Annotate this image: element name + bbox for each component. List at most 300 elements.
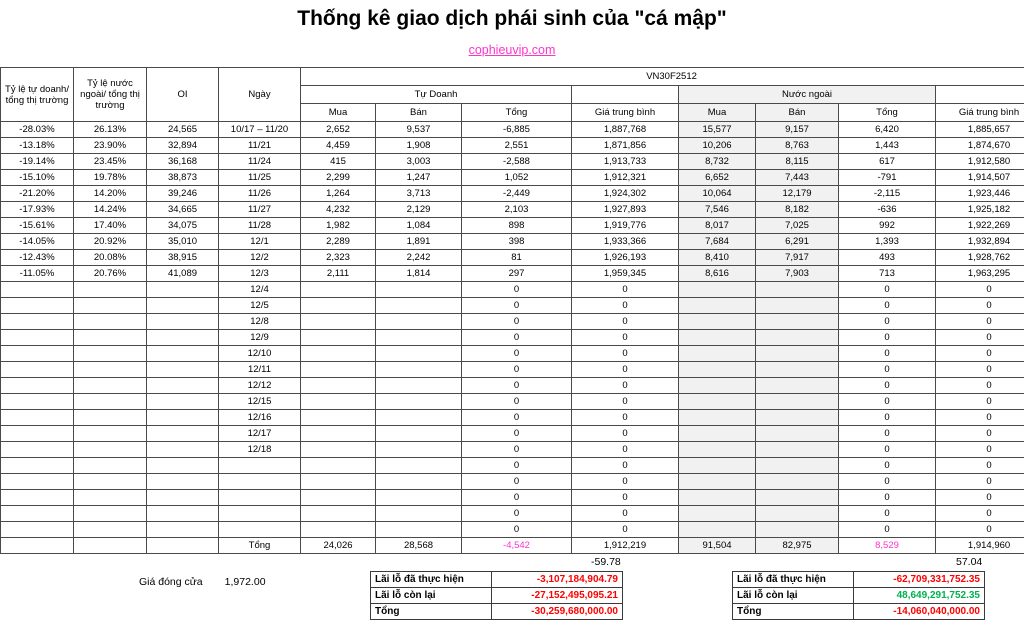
total-td-avg: 1,912,219 <box>572 538 679 554</box>
cell-td-tong: 2,551 <box>462 138 572 154</box>
cell-nn-ban <box>756 394 839 410</box>
table-row <box>1 330 1024 346</box>
cell-ratio-self <box>1 378 74 394</box>
cell-nn-mua: 7,684 <box>679 234 756 250</box>
cell-nn-ban <box>756 426 839 442</box>
cell-nn-tong: 0 <box>839 362 936 378</box>
cell-td-ban: 2,242 <box>376 250 462 266</box>
cell-td-avg: 0 <box>572 442 679 458</box>
cell-oi <box>147 426 219 442</box>
cell-nn-avg: 0 <box>936 410 1024 426</box>
cell-td-tong: -6,885 <box>462 122 572 138</box>
cell-nn-tong: 0 <box>839 330 936 346</box>
cell-td-tong: 0 <box>462 394 572 410</box>
cell-oi: 34,665 <box>147 202 219 218</box>
total-row <box>1 538 1024 554</box>
cell-nn-mua: 7,546 <box>679 202 756 218</box>
cell-nn-avg: 0 <box>936 426 1024 442</box>
cell-td-mua <box>301 458 376 474</box>
table-row <box>1 218 1024 234</box>
page-title: Thống kê giao dịch phái sinh của "cá mập" <box>0 0 1024 32</box>
cell-td-tong: 0 <box>462 330 572 346</box>
cell-ratio-foreign <box>74 298 147 314</box>
cell-td-ban: 1,247 <box>376 170 462 186</box>
cell-oi: 34,075 <box>147 218 219 234</box>
cell-td-ban <box>376 426 462 442</box>
table-row <box>1 490 1024 506</box>
cell-nn-tong: 0 <box>839 506 936 522</box>
cell-td-tong: 0 <box>462 474 572 490</box>
cell-ratio-self: -28.03% <box>1 122 74 138</box>
cell-td-ban <box>376 362 462 378</box>
cell-nn-mua: 8,616 <box>679 266 756 282</box>
summary-self-realized-row <box>371 572 623 588</box>
summary-foreign-realized-value: -62,709,331,752.35 <box>854 572 985 588</box>
cell-date: 11/26 <box>219 186 301 202</box>
summary-foreign-remaining-label: Lãi lỗ còn lại <box>733 588 854 604</box>
cell-td-mua <box>301 314 376 330</box>
cell-td-avg: 0 <box>572 458 679 474</box>
cell-td-avg: 0 <box>572 394 679 410</box>
cell-nn-ban <box>756 346 839 362</box>
footer-area <box>6 554 1018 626</box>
cell-td-avg: 1,933,366 <box>572 234 679 250</box>
cell-ratio-foreign <box>74 426 147 442</box>
cell-nn-avg: 1,925,182 <box>936 202 1024 218</box>
cell-date: 12/4 <box>219 282 301 298</box>
cell-td-avg: 0 <box>572 330 679 346</box>
cell-nn-mua: 15,577 <box>679 122 756 138</box>
cell-nn-ban <box>756 458 839 474</box>
cell-nn-mua <box>679 378 756 394</box>
cell-td-avg: 1,912,321 <box>572 170 679 186</box>
cell-oi <box>147 522 219 538</box>
cell-ratio-self <box>1 426 74 442</box>
cell-oi <box>147 346 219 362</box>
summary-foreign-realized-row <box>733 572 985 588</box>
cell-date: 12/11 <box>219 362 301 378</box>
note-foreign-pnl-points: 57.04 <box>956 556 982 568</box>
cell-ratio-self <box>1 330 74 346</box>
cell-td-ban: 3,713 <box>376 186 462 202</box>
cell-td-mua <box>301 426 376 442</box>
cell-nn-tong: 992 <box>839 218 936 234</box>
cell-nn-mua <box>679 282 756 298</box>
table-row <box>1 266 1024 282</box>
cell-nn-tong: -636 <box>839 202 936 218</box>
cell-ratio-foreign <box>74 490 147 506</box>
cell-date: 12/18 <box>219 442 301 458</box>
cell-td-avg: 0 <box>572 522 679 538</box>
table-row <box>1 298 1024 314</box>
cell-ratio-self: -12.43% <box>1 250 74 266</box>
cell-nn-avg: 1,885,657 <box>936 122 1024 138</box>
cell-td-mua <box>301 346 376 362</box>
cell-td-ban: 9,537 <box>376 122 462 138</box>
cell-td-mua: 415 <box>301 154 376 170</box>
cell-date: 10/17 – 11/20 <box>219 122 301 138</box>
cell-td-tong: 398 <box>462 234 572 250</box>
cell-nn-ban: 8,763 <box>756 138 839 154</box>
summary-foreign-total-label: Tổng <box>733 604 854 620</box>
cell-td-tong: 2,103 <box>462 202 572 218</box>
cell-nn-tong: 0 <box>839 490 936 506</box>
cell-date: 12/10 <box>219 346 301 362</box>
summary-table-foreign <box>732 571 985 620</box>
cell-td-ban: 3,003 <box>376 154 462 170</box>
cell-td-ban: 1,908 <box>376 138 462 154</box>
cell-date: 12/1 <box>219 234 301 250</box>
cell-ratio-self <box>1 298 74 314</box>
cell-nn-mua: 8,732 <box>679 154 756 170</box>
header-nn-tong: Tổng <box>839 104 936 122</box>
cell-nn-avg: 0 <box>936 458 1024 474</box>
cell-nn-avg: 0 <box>936 394 1024 410</box>
table-header <box>1 68 1024 122</box>
table-body <box>1 122 1024 538</box>
cell-td-tong: 0 <box>462 346 572 362</box>
cell-ratio-self <box>1 458 74 474</box>
cell-ratio-foreign <box>74 394 147 410</box>
cell-ratio-foreign: 20.92% <box>74 234 147 250</box>
cell-nn-avg: 1,928,762 <box>936 250 1024 266</box>
cell-nn-tong: 0 <box>839 282 936 298</box>
header-contract-name: VN30F2512 <box>301 68 1024 86</box>
cell-nn-ban <box>756 442 839 458</box>
cell-nn-tong: 0 <box>839 442 936 458</box>
table-row <box>1 314 1024 330</box>
total-blank-2 <box>74 538 147 554</box>
cell-nn-ban <box>756 330 839 346</box>
cell-ratio-foreign <box>74 442 147 458</box>
cell-nn-ban <box>756 506 839 522</box>
cell-oi <box>147 362 219 378</box>
header-group-tu-doanh: Tự Doanh <box>301 86 572 104</box>
table-row <box>1 282 1024 298</box>
total-nn-ban: 82,975 <box>756 538 839 554</box>
cell-td-avg: 0 <box>572 426 679 442</box>
cell-td-ban <box>376 522 462 538</box>
cell-td-tong: 0 <box>462 314 572 330</box>
cell-nn-mua: 10,206 <box>679 138 756 154</box>
cell-td-ban <box>376 490 462 506</box>
summary-self-remaining-value: -27,152,495,095.21 <box>492 588 623 604</box>
cell-td-mua <box>301 474 376 490</box>
cell-nn-ban: 6,291 <box>756 234 839 250</box>
cell-td-mua: 4,232 <box>301 202 376 218</box>
cell-td-mua: 1,264 <box>301 186 376 202</box>
cell-td-avg: 1,887,768 <box>572 122 679 138</box>
cell-ratio-foreign <box>74 378 147 394</box>
cell-ratio-self: -11.05% <box>1 266 74 282</box>
cell-td-tong: 1,052 <box>462 170 572 186</box>
cell-nn-ban <box>756 314 839 330</box>
cell-td-ban <box>376 410 462 426</box>
total-td-ban: 28,568 <box>376 538 462 554</box>
cell-nn-mua <box>679 490 756 506</box>
cell-nn-mua <box>679 426 756 442</box>
cell-oi: 36,168 <box>147 154 219 170</box>
cell-ratio-foreign: 19.78% <box>74 170 147 186</box>
cell-nn-ban: 8,182 <box>756 202 839 218</box>
summary-self-total-row <box>371 604 623 620</box>
cell-nn-ban: 7,443 <box>756 170 839 186</box>
summary-self-remaining-label: Lãi lỗ còn lại <box>371 588 492 604</box>
cell-nn-mua <box>679 362 756 378</box>
cell-ratio-self <box>1 522 74 538</box>
cell-ratio-self <box>1 362 74 378</box>
cell-td-ban: 1,814 <box>376 266 462 282</box>
cell-date: 11/24 <box>219 154 301 170</box>
cell-td-avg: 0 <box>572 282 679 298</box>
total-td-tong: -4,542 <box>462 538 572 554</box>
cell-td-mua <box>301 330 376 346</box>
table-row <box>1 170 1024 186</box>
cell-ratio-self <box>1 442 74 458</box>
cell-nn-tong: 617 <box>839 154 936 170</box>
header-spacer-td-avg <box>572 86 679 104</box>
cell-oi <box>147 490 219 506</box>
cell-nn-avg: 0 <box>936 442 1024 458</box>
table-row <box>1 154 1024 170</box>
cell-nn-tong: 0 <box>839 410 936 426</box>
cell-td-mua: 2,652 <box>301 122 376 138</box>
cell-oi <box>147 378 219 394</box>
cell-ratio-foreign <box>74 458 147 474</box>
cell-td-mua: 4,459 <box>301 138 376 154</box>
cell-ratio-foreign: 23.90% <box>74 138 147 154</box>
cell-date <box>219 490 301 506</box>
cell-date: 11/28 <box>219 218 301 234</box>
cell-nn-tong: -791 <box>839 170 936 186</box>
cell-ratio-foreign <box>74 314 147 330</box>
cell-nn-ban: 8,115 <box>756 154 839 170</box>
cell-ratio-self: -21.20% <box>1 186 74 202</box>
total-blank-3 <box>147 538 219 554</box>
cell-td-tong: 297 <box>462 266 572 282</box>
cell-ratio-self: -14.05% <box>1 234 74 250</box>
cell-td-ban <box>376 314 462 330</box>
cell-nn-avg: 0 <box>936 314 1024 330</box>
cell-date: 12/5 <box>219 298 301 314</box>
cell-ratio-self: -19.14% <box>1 154 74 170</box>
cell-ratio-foreign: 20.76% <box>74 266 147 282</box>
cell-td-avg: 0 <box>572 506 679 522</box>
cell-nn-mua <box>679 346 756 362</box>
table-row <box>1 426 1024 442</box>
cell-td-avg: 0 <box>572 362 679 378</box>
cell-td-mua: 2,289 <box>301 234 376 250</box>
cell-nn-mua <box>679 458 756 474</box>
cell-oi: 39,246 <box>147 186 219 202</box>
header-nn-ban: Bán <box>756 104 839 122</box>
header-ratio-foreign: Tỷ lệ nước ngoài/ tổng thị trường <box>74 68 147 122</box>
cell-ratio-foreign <box>74 346 147 362</box>
cell-nn-ban <box>756 490 839 506</box>
cell-ratio-self <box>1 314 74 330</box>
cell-date: 11/27 <box>219 202 301 218</box>
cell-ratio-self: -13.18% <box>1 138 74 154</box>
cell-nn-tong: -2,115 <box>839 186 936 202</box>
cell-nn-tong: 0 <box>839 346 936 362</box>
site-link-container <box>0 32 1024 67</box>
cell-oi <box>147 506 219 522</box>
cell-ratio-self <box>1 410 74 426</box>
cell-date: 11/21 <box>219 138 301 154</box>
cell-td-avg: 1,926,193 <box>572 250 679 266</box>
cell-nn-mua: 8,410 <box>679 250 756 266</box>
cell-ratio-foreign <box>74 506 147 522</box>
cell-td-tong: 0 <box>462 442 572 458</box>
table-row <box>1 346 1024 362</box>
cell-oi <box>147 458 219 474</box>
cell-ratio-self <box>1 474 74 490</box>
cell-ratio-self: -15.61% <box>1 218 74 234</box>
header-group-nuoc-ngoai: Nước ngoài <box>679 86 936 104</box>
cell-nn-ban: 7,917 <box>756 250 839 266</box>
cell-nn-avg: 1,963,295 <box>936 266 1024 282</box>
cell-nn-mua <box>679 474 756 490</box>
total-label: Tổng <box>219 538 301 554</box>
cell-nn-mua <box>679 506 756 522</box>
cell-td-avg: 1,927,893 <box>572 202 679 218</box>
table-row <box>1 522 1024 538</box>
summary-foreign-realized-label: Lãi lỗ đã thực hiện <box>733 572 854 588</box>
cell-ratio-self <box>1 282 74 298</box>
cell-nn-tong: 0 <box>839 458 936 474</box>
cell-ratio-foreign <box>74 410 147 426</box>
cell-td-ban <box>376 378 462 394</box>
cell-nn-tong: 0 <box>839 378 936 394</box>
cell-nn-avg: 0 <box>936 506 1024 522</box>
cell-td-avg: 0 <box>572 314 679 330</box>
cell-td-tong: -2,449 <box>462 186 572 202</box>
cell-td-ban <box>376 346 462 362</box>
cell-ratio-foreign: 14.20% <box>74 186 147 202</box>
cell-td-mua <box>301 506 376 522</box>
cell-td-ban <box>376 298 462 314</box>
cell-nn-mua <box>679 314 756 330</box>
cell-td-tong: 0 <box>462 522 572 538</box>
table-row <box>1 138 1024 154</box>
table-row <box>1 234 1024 250</box>
summary-self-remaining-row <box>371 588 623 604</box>
header-td-mua: Mua <box>301 104 376 122</box>
cell-oi <box>147 282 219 298</box>
cell-td-ban: 1,891 <box>376 234 462 250</box>
cell-td-avg: 0 <box>572 298 679 314</box>
header-nn-avg: Giá trung bình <box>936 104 1024 122</box>
cell-td-mua: 2,299 <box>301 170 376 186</box>
cell-td-avg: 0 <box>572 490 679 506</box>
cell-nn-mua: 6,652 <box>679 170 756 186</box>
header-spacer-nn-avg <box>936 86 1024 104</box>
cell-td-mua <box>301 410 376 426</box>
cell-nn-mua: 8,017 <box>679 218 756 234</box>
cell-oi <box>147 474 219 490</box>
header-date: Ngày <box>219 68 301 122</box>
cell-date <box>219 506 301 522</box>
cell-td-mua <box>301 442 376 458</box>
cell-nn-avg: 1,923,446 <box>936 186 1024 202</box>
cell-td-avg: 1,913,733 <box>572 154 679 170</box>
cell-nn-avg: 0 <box>936 474 1024 490</box>
cell-ratio-foreign: 23.45% <box>74 154 147 170</box>
total-nn-avg: 1,914,960 <box>936 538 1024 554</box>
cell-ratio-self <box>1 506 74 522</box>
table-row <box>1 506 1024 522</box>
cell-nn-tong: 6,420 <box>839 122 936 138</box>
cell-td-ban <box>376 458 462 474</box>
header-td-avg: Giá trung bình <box>572 104 679 122</box>
cell-td-avg: 0 <box>572 346 679 362</box>
cell-td-tong: -2,588 <box>462 154 572 170</box>
cell-nn-tong: 0 <box>839 474 936 490</box>
cell-oi <box>147 394 219 410</box>
table-row <box>1 474 1024 490</box>
cell-nn-tong: 1,443 <box>839 138 936 154</box>
cell-td-tong: 0 <box>462 298 572 314</box>
header-ratio-self: Tỷ lệ tự doanh/ tổng thị trường <box>1 68 74 122</box>
cell-td-tong: 0 <box>462 426 572 442</box>
table-row <box>1 362 1024 378</box>
table-row <box>1 202 1024 218</box>
cell-td-tong: 0 <box>462 282 572 298</box>
header-oi: OI <box>147 68 219 122</box>
cell-td-avg: 0 <box>572 474 679 490</box>
cell-nn-avg: 0 <box>936 346 1024 362</box>
cell-td-mua <box>301 394 376 410</box>
cell-td-ban <box>376 282 462 298</box>
summary-foreign-total-value: -14,060,040,000.00 <box>854 604 985 620</box>
cell-date <box>219 522 301 538</box>
cell-date <box>219 458 301 474</box>
table-row <box>1 442 1024 458</box>
cell-td-avg: 1,959,345 <box>572 266 679 282</box>
cell-td-avg: 1,919,776 <box>572 218 679 234</box>
cell-date: 12/9 <box>219 330 301 346</box>
summary-foreign-remaining-value: 48,649,291,752.35 <box>854 588 985 604</box>
table-row <box>1 122 1024 138</box>
cell-nn-avg: 0 <box>936 298 1024 314</box>
cell-nn-mua <box>679 394 756 410</box>
cell-oi: 41,089 <box>147 266 219 282</box>
cell-nn-tong: 0 <box>839 394 936 410</box>
cell-td-tong: 0 <box>462 410 572 426</box>
cell-nn-avg: 1,912,580 <box>936 154 1024 170</box>
cell-oi: 35,010 <box>147 234 219 250</box>
table-row <box>1 458 1024 474</box>
cell-ratio-foreign <box>74 522 147 538</box>
header-nn-mua: Mua <box>679 104 756 122</box>
cell-nn-ban <box>756 474 839 490</box>
cell-date: 12/17 <box>219 426 301 442</box>
site-link[interactable]: cophieuvip.com <box>469 43 556 57</box>
cell-ratio-foreign: 20.08% <box>74 250 147 266</box>
cell-td-mua <box>301 522 376 538</box>
cell-date: 12/16 <box>219 410 301 426</box>
cell-td-tong: 0 <box>462 458 572 474</box>
cell-nn-avg: 0 <box>936 378 1024 394</box>
cell-nn-mua <box>679 442 756 458</box>
cell-ratio-foreign: 26.13% <box>74 122 147 138</box>
cell-date: 12/12 <box>219 378 301 394</box>
cell-nn-tong: 0 <box>839 426 936 442</box>
cell-td-ban: 2,129 <box>376 202 462 218</box>
cell-ratio-self: -17.93% <box>1 202 74 218</box>
cell-td-avg: 1,924,302 <box>572 186 679 202</box>
cell-nn-mua: 10,064 <box>679 186 756 202</box>
